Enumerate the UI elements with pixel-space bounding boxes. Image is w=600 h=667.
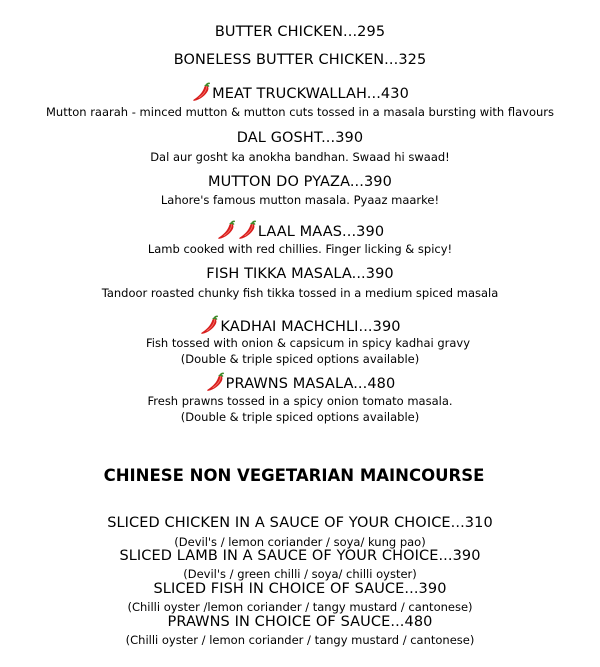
item-sauce-options: (Chilli oyster / lemon coriander / tangy mustard / cantonese)	[125, 633, 475, 647]
item-boneless-butter-chicken: BONELESS BUTTER CHICKEN...325	[173, 52, 427, 68]
item-description: Mutton raarah - minced mutton & mutton cuts tossed in a masala bursting with flavours	[46, 105, 554, 119]
item-description: Lahore's famous mutton masala. Pyaaz maarke!	[160, 193, 440, 207]
item-description: Tandoor roasted chunky fish tikka tossed in a medium spiced masala	[101, 286, 499, 300]
item-sauce-options: (Devil's / lemon coriander / soya/ kung pao)	[174, 535, 426, 549]
item-sauce-options: (Chilli oyster /lemon coriander / tangy mustard / cantonese)	[127, 600, 473, 614]
item-description: Fresh prawns tossed in a spicy onion tomato masala.	[147, 394, 453, 408]
chili-pepper-icon	[237, 220, 257, 240]
item-description: Fish tossed with onion & capsicum in spicy kadhai gravy	[145, 336, 471, 350]
item-sliced-lamb: SLICED LAMB IN A SAUCE OF YOUR CHOICE...390	[119, 548, 481, 564]
item-kadhai-machchli	[0, 315, 600, 335]
item-meat-truckwallah	[0, 82, 600, 102]
item-mutton-do-pyaza: MUTTON DO PYAZA...390	[208, 174, 392, 190]
section-heading: CHINESE NON VEGETARIAN MAINCOURSE	[103, 466, 485, 485]
item-laal-maas	[0, 220, 600, 240]
item-butter-chicken: BUTTER CHICKEN...295	[214, 24, 386, 40]
chili-pepper-icon	[216, 220, 236, 240]
item-fish-tikka-masala: FISH TIKKA MASALA...390	[206, 266, 394, 282]
item-prawns-sauce: PRAWNS IN CHOICE OF SAUCE...480	[167, 614, 433, 630]
item-name: KADHAI MACHCHLI...390	[220, 319, 401, 335]
item-description: Dal aur gosht ka anokha bandhan. Swaad hi swaad!	[150, 150, 450, 164]
chili-pepper-icon	[205, 372, 225, 392]
item-name: PRAWNS MASALA...480	[225, 376, 396, 392]
item-name: MEAT TRUCKWALLAH...430	[212, 86, 409, 102]
chili-pepper-icon	[199, 315, 219, 335]
item-sliced-chicken: SLICED CHICKEN IN A SAUCE OF YOUR CHOICE...310	[107, 515, 493, 531]
item-name: LAAL MAAS...390	[257, 224, 385, 240]
item-dal-gosht: DAL GOSHT...390	[236, 130, 364, 146]
chili-pepper-icon	[191, 82, 211, 102]
item-note: (Double & triple spiced options available)	[180, 410, 420, 424]
item-description: Lamb cooked with red chillies. Finger licking & spicy!	[147, 242, 453, 256]
item-sliced-fish: SLICED FISH IN CHOICE OF SAUCE...390	[153, 581, 447, 597]
item-prawns-masala	[0, 372, 600, 392]
item-sauce-options: (Devil's / green chilli / soya/ chilli oyster)	[183, 567, 417, 581]
item-note: (Double & triple spiced options available)	[180, 352, 420, 366]
